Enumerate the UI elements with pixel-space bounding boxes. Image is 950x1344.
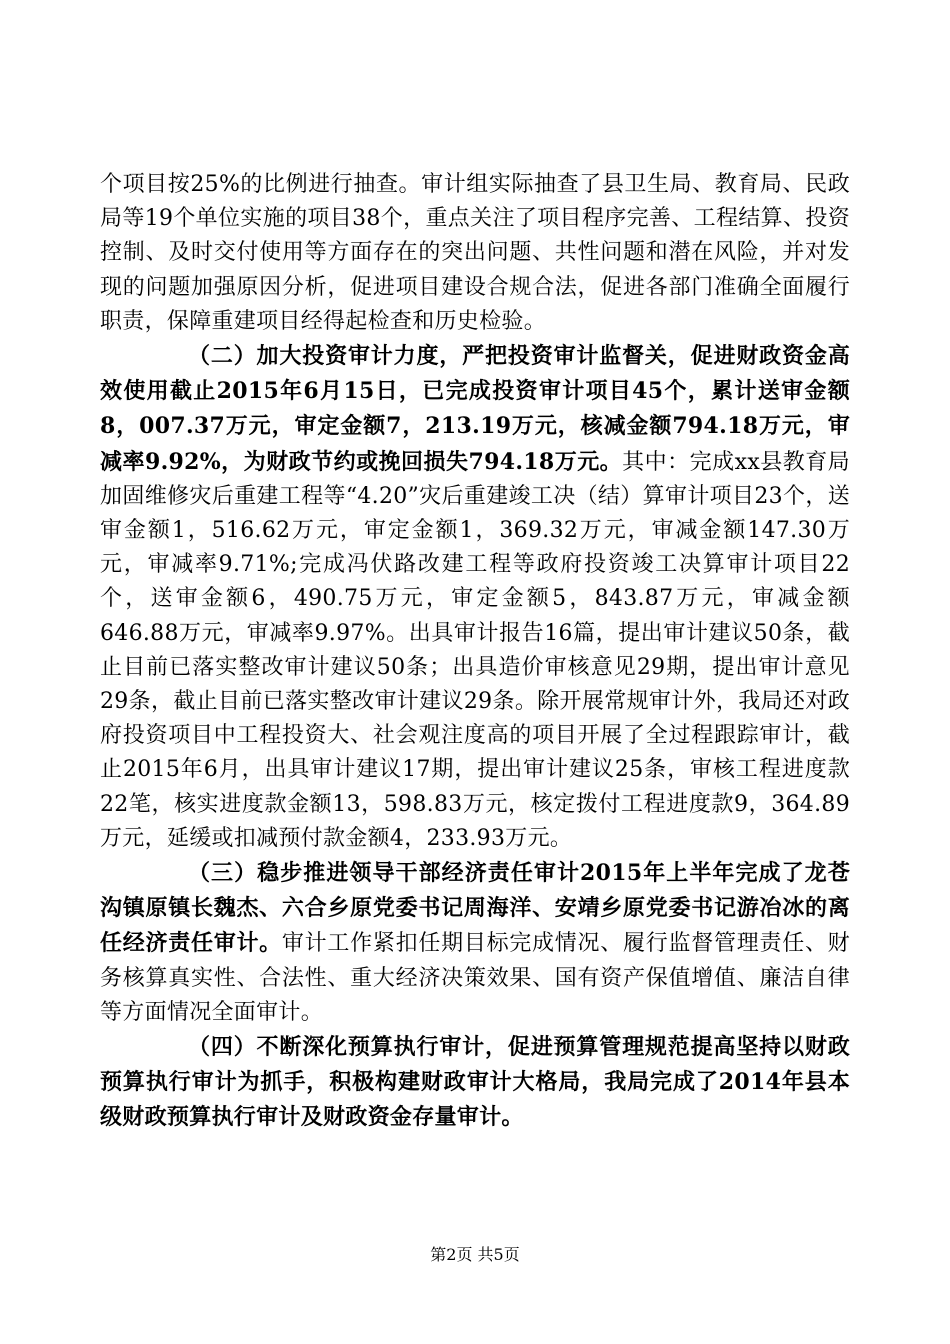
paragraph-2 bbox=[100, 339, 850, 856]
document-body bbox=[100, 168, 850, 1136]
paragraph-1-text: 个项目按25%的比例进行抽查。审计组实际抽查了县卫生局、教育局、民政局等19个单位实施的项目38个，重点关注了项目程序完善、工程结算、投资控制、及时交付使用等方面存在的突出问题、共性问题和潜在风险，并对发现的问题加强原因分析，促进项目建设合规合法，促进各部门准确全面履行职责，保障重建项目经得起检查和历史检验。 bbox=[100, 172, 850, 334]
paragraph-1 bbox=[100, 168, 850, 339]
page-number-footer: 第2页 共5页 bbox=[430, 1245, 520, 1264]
paragraph-2-heading: （二）加大投资审计力度，严把投资审计监督关，促进财政资金高效使用截止2015年6月15日，已完成投资审计项目45个，累计送审金额8，007.37万元，审定金额7，213.19万元，核减金额794.18万元，审减率9.92%，为财政节约或挽回损失794.18万元。 bbox=[100, 343, 850, 475]
paragraph-4 bbox=[100, 1030, 850, 1136]
paragraph-3-heading: （三）稳步推进领导干部经济责任审计2015年上半年完成了龙苍沟镇原镇长魏杰、六合乡原党委书记周海洋、安靖乡原党委书记游冶冰的离任经济责任审计。 bbox=[100, 860, 850, 957]
paragraph-4-heading: （四）不断深化预算执行审计，促进预算管理规范提高坚持以财政预算执行审计为抓手，积极构建财政审计大格局，我局完成了2014年县本级财政预算执行审计及财政资金存量审计。 bbox=[100, 1034, 850, 1131]
paragraph-2-text: 其中：完成xx县教育局加固维修灾后重建工程等“4.20”灾后重建竣工决（结）算审计项目23个，送审金额1，516.62万元，审定金额1，369.32万元，审减金额147.30万元，审减率9.71%;完成冯伏路改建工程等政府投资竣工决算审计项目22个，送审金额6，490.75万元，审定金额5，843.87万元，审减金额646.88万元，审减率9.97%。出具审计报告16篇，提出审计建议50条，截止目前已落实整改审计建议50条；出具造价审核意见29期，提出审计意见29条，截止目前已落实整改审计建议29条。除开展常规审计外，我局还对政府投资项目中工程投资大、社会观注度高的项目开展了全过程跟踪审计，截止2015年6月，出具审计建议17期，提出审计建议25条，审核工程进度款22笔，核实进度款金额13，598.83万元，核定拨付工程进度款9，364.89万元，延缓或扣减预付款金额4，233.93万元。 bbox=[100, 449, 850, 851]
paragraph-3-text: 审计工作紧扣任期目标完成情况、履行监督管理责任、财务核算真实性、合法性、重大经济决策效果、国有资产保值增值、廉洁自律等方面情况全面审计。 bbox=[100, 931, 850, 1025]
paragraph-3 bbox=[100, 856, 850, 1030]
